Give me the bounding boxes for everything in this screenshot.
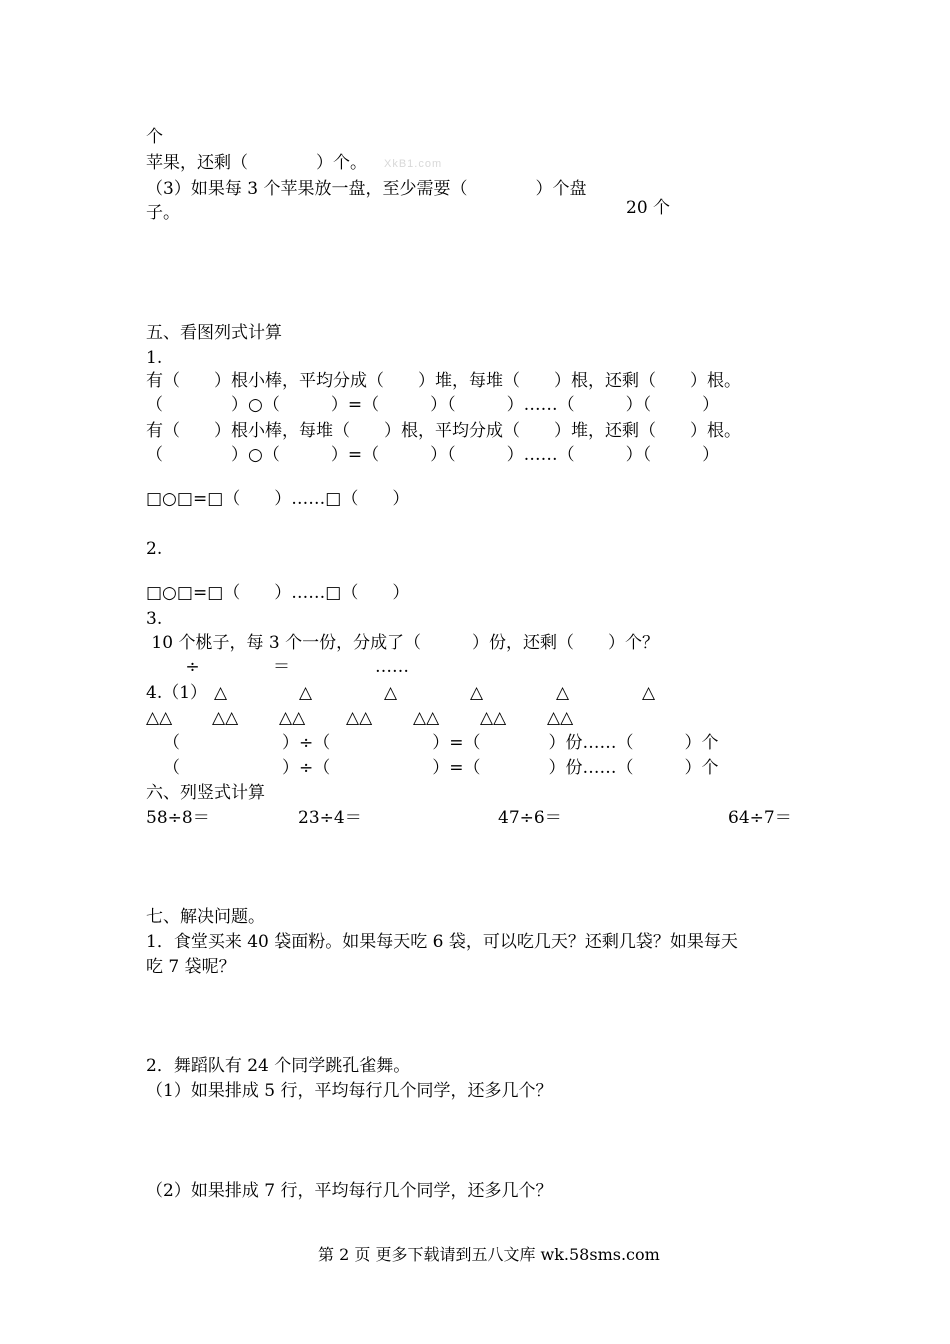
- fruit-unit-line: 个: [146, 127, 163, 147]
- division-item: 47÷6＝: [498, 808, 562, 828]
- q1-sentence-1: 有（ ）根小棒，平均分成（ ）堆，每堆（ ）根，还剩（ ）根。: [146, 371, 741, 391]
- triangle-pair: △△: [346, 708, 373, 728]
- triangle: △: [642, 683, 656, 703]
- q1-formula-2: （ ）○（ ）=（ ）（ ）……（ ）（ ）: [146, 445, 720, 465]
- q1-formula-3: □○□=□（ ）……□（ ）: [146, 489, 410, 509]
- triangle: △: [384, 683, 398, 703]
- section6-heading: 六、列竖式计算: [146, 783, 265, 803]
- problem2-sub-2: （2）如果排成 7 行，平均每行几个同学，还多几个？: [146, 1181, 553, 1201]
- page-footer: 第 2 页 更多下载请到五八文库 wk.58sms.com: [318, 1245, 660, 1264]
- q2-number: 2.: [146, 539, 163, 559]
- triangle-pair: △△: [212, 708, 239, 728]
- watermark: XkB1.com: [384, 158, 443, 170]
- section7-heading: 七、解决问题。: [146, 907, 265, 927]
- triangle: △: [214, 683, 228, 703]
- division-item: 58÷8＝: [146, 808, 210, 828]
- triangle-pair: △△: [146, 708, 173, 728]
- q4-label: 4.（1）: [146, 683, 208, 703]
- q3-operators: ÷ ＝ ……: [146, 657, 410, 677]
- q3-number: 3.: [146, 609, 163, 629]
- division-item: 64÷7＝: [728, 808, 792, 828]
- q4-formula-2: （ ）÷（ ）=（ ）份……（ ）个: [163, 758, 719, 778]
- triangle: △: [556, 683, 570, 703]
- q2-formula: □○□=□（ ）……□（ ）: [146, 583, 410, 603]
- q1-sentence-2: 有（ ）根小棒，每堆（ ）根，平均分成（ ）堆，还剩（ ）根。: [146, 421, 741, 441]
- triangle-pair: △△: [480, 708, 507, 728]
- problem1-line-1: 1．食堂买来 40 袋面粉。如果每天吃 6 袋，可以吃几天？还剩几袋？如果每天: [146, 932, 738, 952]
- problem2-line-1: 2．舞蹈队有 24 个同学跳孔雀舞。: [146, 1056, 411, 1076]
- plates-question-tail: 子。: [146, 203, 180, 223]
- q4-formula-1: （ ）÷（ ）=（ ）份……（ ）个: [163, 733, 719, 753]
- q1-number: 1.: [146, 348, 163, 368]
- q1-formula-1: （ ）○（ ）=（ ）（ ）……（ ）（ ）: [146, 395, 720, 415]
- plates-question-line: （3）如果每 3 个苹果放一盘，至少需要（ ）个盘: [146, 179, 587, 199]
- problem1-line-2: 吃 7 袋呢？: [146, 957, 236, 977]
- problem2-sub-1: （1）如果排成 5 行，平均每行几个同学，还多几个？: [146, 1081, 553, 1101]
- division-item: 23÷4＝: [298, 808, 362, 828]
- q3-text: 10 个桃子，每 3 个一份，分成了（ ）份，还剩（ ）个？: [146, 633, 660, 653]
- triangle-pair: △△: [413, 708, 440, 728]
- label-20: 20 个: [626, 198, 671, 218]
- section5-heading: 五、看图列式计算: [146, 323, 282, 343]
- triangle: △: [299, 683, 313, 703]
- triangle: △: [470, 683, 484, 703]
- triangle-pair: △△: [547, 708, 574, 728]
- triangle-pair: △△: [279, 708, 306, 728]
- remaining-apples-line: 苹果，还剩（ ）个。: [146, 153, 367, 173]
